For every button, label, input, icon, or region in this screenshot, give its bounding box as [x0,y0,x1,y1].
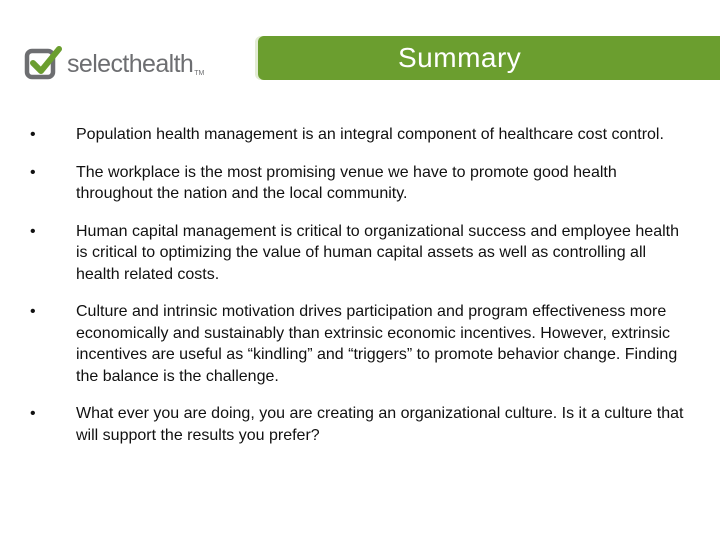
bullet-text: Population health management is an integral component of healthcare cost control. [76,126,664,143]
logo-brand-text: selecthealth [67,49,194,78]
bullet-marker: • [30,405,36,422]
selecthealth-logo [24,44,204,84]
checkmark-badge-icon [24,45,62,83]
bullet-item [30,403,694,446]
bullet-marker: • [30,222,36,240]
bullet-item [30,301,694,387]
logo-trademark: TM [194,69,205,77]
logo-wordmark [67,49,205,78]
bullet-marker: • [30,303,36,320]
bullet-text: Human capital management is critical to organizational success and employee health is critical to optimizing the value of human capital assets as well as controlling all health related costs. [76,222,679,283]
bullet-text: What ever you are doing, you are creating an organizational culture. Is it a culture that will support the results you prefer? [76,405,684,444]
bullet-item [30,124,694,146]
bullet-text: The workplace is the most promising venue we have to promote good health throughout the nation and the local community. [76,163,617,202]
bullet-marker: • [30,163,36,181]
bullet-list [30,124,694,446]
bullet-marker: • [30,126,36,143]
bullet-text: Culture and intrinsic motivation drives participation and program effectiveness more economically and sustainably than extrinsic economic incentives. However, extrinsic incentives are useful as “kindling” and “triggers” to promote behavior change. Finding the balance is the challenge. [76,303,678,385]
slide-title: Summary [398,42,522,73]
bullet-item [30,162,694,205]
bullet-item [30,221,694,286]
